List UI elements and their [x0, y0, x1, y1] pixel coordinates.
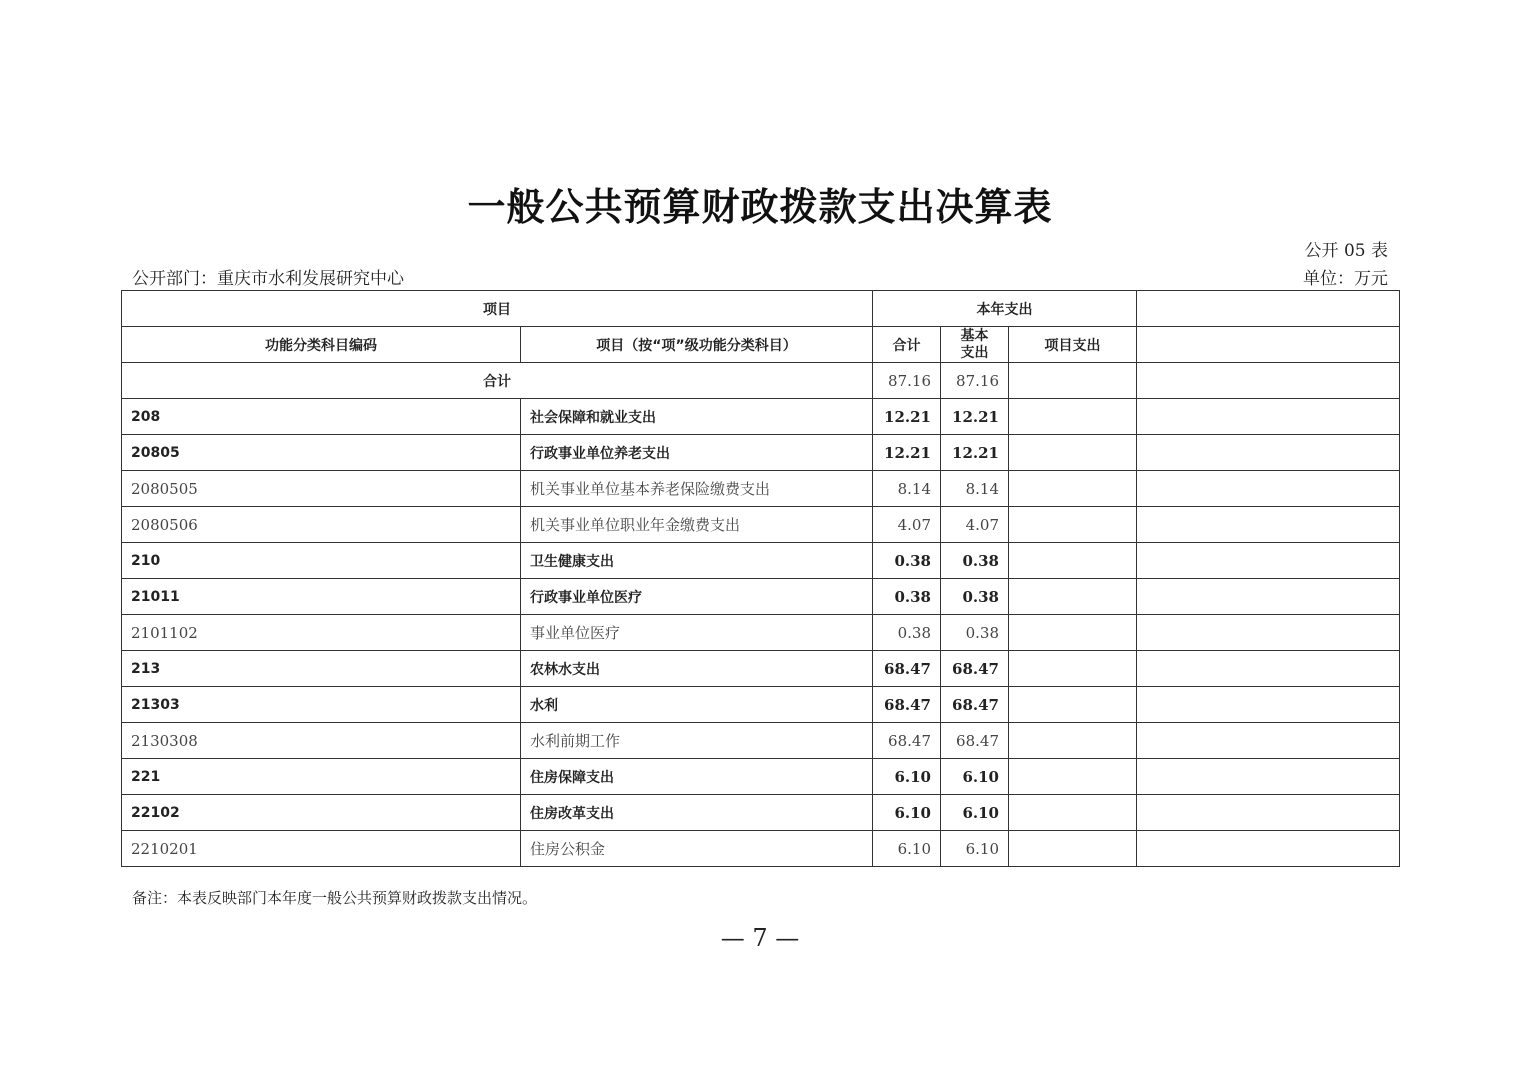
total-label: 合计: [122, 363, 873, 399]
table-row: [122, 615, 1400, 651]
row-basic: 12.21: [941, 399, 1009, 435]
row-basic: 0.38: [941, 579, 1009, 615]
row-name: 机关事业单位基本养老保险缴费支出: [521, 471, 873, 507]
header-year-expense: 本年支出: [873, 291, 1137, 327]
row-name: 农林水支出: [521, 651, 873, 687]
row-name: 行政事业单位养老支出: [521, 435, 873, 471]
row-name: 住房改革支出: [521, 795, 873, 831]
row-code: 210: [122, 543, 521, 579]
row-code: 2210201: [122, 831, 521, 867]
row-code: 2080505: [122, 471, 521, 507]
row-code: 22102: [122, 795, 521, 831]
total-row: [122, 363, 1400, 399]
table-row: [122, 435, 1400, 471]
department-label: 公开部门：重庆市水利发展研究中心: [132, 269, 404, 289]
row-total: 8.14: [873, 471, 941, 507]
row-name: 水利前期工作: [521, 723, 873, 759]
row-total: 0.38: [873, 543, 941, 579]
row-name: 水利: [521, 687, 873, 723]
row-name: 机关事业单位职业年金缴费支出: [521, 507, 873, 543]
row-code: 2101102: [122, 615, 521, 651]
row-total: 6.10: [873, 831, 941, 867]
row-name: 事业单位医疗: [521, 615, 873, 651]
table-row: [122, 399, 1400, 435]
page-number: — 7 —: [720, 924, 800, 952]
header-row-1: [122, 291, 1400, 327]
row-blank: [1137, 795, 1400, 831]
table-row: [122, 759, 1400, 795]
row-basic: 6.10: [941, 831, 1009, 867]
table-row: [122, 831, 1400, 867]
row-total: 12.21: [873, 435, 941, 471]
table-row: [122, 507, 1400, 543]
row-project: [1009, 651, 1137, 687]
header-total: 合计: [873, 327, 941, 363]
row-project: [1009, 831, 1137, 867]
row-blank: [1137, 723, 1400, 759]
header-code: 功能分类科目编码: [122, 327, 521, 363]
row-code: 221: [122, 759, 521, 795]
row-total: 0.38: [873, 579, 941, 615]
row-name: 住房公积金: [521, 831, 873, 867]
form-number: 公开 05 表: [1304, 241, 1388, 261]
page-title: 一般公共预算财政拨款支出决算表: [467, 184, 1053, 229]
row-project: [1009, 615, 1137, 651]
row-basic: 68.47: [941, 651, 1009, 687]
row-blank: [1137, 759, 1400, 795]
row-total: 12.21: [873, 399, 941, 435]
footnote: 备注：本表反映部门本年度一般公共预算财政拨款支出情况。: [132, 889, 538, 907]
row-project: [1009, 579, 1137, 615]
row-code: 208: [122, 399, 521, 435]
row-project: [1009, 507, 1137, 543]
row-total: 68.47: [873, 651, 941, 687]
row-code: 20805: [122, 435, 521, 471]
row-project: [1009, 435, 1137, 471]
total-project: [1009, 363, 1137, 399]
header-item: 项目: [122, 291, 873, 327]
table-row: [122, 795, 1400, 831]
table-row: [122, 579, 1400, 615]
row-code: 21011: [122, 579, 521, 615]
row-total: 6.10: [873, 759, 941, 795]
row-blank: [1137, 507, 1400, 543]
header-name: 项目（按“项”级功能分类科目）: [521, 327, 873, 363]
row-blank: [1137, 687, 1400, 723]
row-blank: [1137, 615, 1400, 651]
header-row-2: [122, 327, 1400, 363]
row-basic: 4.07: [941, 507, 1009, 543]
row-total: 68.47: [873, 687, 941, 723]
row-name: 社会保障和就业支出: [521, 399, 873, 435]
row-name: 行政事业单位医疗: [521, 579, 873, 615]
row-project: [1009, 399, 1137, 435]
row-name: 住房保障支出: [521, 759, 873, 795]
header-project: 项目支出: [1009, 327, 1137, 363]
row-basic: 0.38: [941, 615, 1009, 651]
row-blank: [1137, 399, 1400, 435]
row-project: [1009, 543, 1137, 579]
header-blank: [1137, 291, 1400, 327]
header-blank: [1137, 327, 1400, 363]
total-total: 87.16: [873, 363, 941, 399]
row-code: 213: [122, 651, 521, 687]
row-blank: [1137, 651, 1400, 687]
row-blank: [1137, 435, 1400, 471]
header-basic: 基本支出: [941, 327, 1009, 363]
table-row: [122, 687, 1400, 723]
table-row: [122, 651, 1400, 687]
row-blank: [1137, 471, 1400, 507]
row-total: 68.47: [873, 723, 941, 759]
row-blank: [1137, 831, 1400, 867]
row-code: 2080506: [122, 507, 521, 543]
row-basic: 6.10: [941, 795, 1009, 831]
row-basic: 68.47: [941, 723, 1009, 759]
row-project: [1009, 759, 1137, 795]
row-blank: [1137, 579, 1400, 615]
row-name: 卫生健康支出: [521, 543, 873, 579]
row-project: [1009, 795, 1137, 831]
row-basic: 8.14: [941, 471, 1009, 507]
row-total: 4.07: [873, 507, 941, 543]
row-blank: [1137, 543, 1400, 579]
row-project: [1009, 687, 1137, 723]
row-basic: 68.47: [941, 687, 1009, 723]
total-blank: [1137, 363, 1400, 399]
total-basic: 87.16: [941, 363, 1009, 399]
row-code: 21303: [122, 687, 521, 723]
row-code: 2130308: [122, 723, 521, 759]
row-total: 0.38: [873, 615, 941, 651]
row-basic: 6.10: [941, 759, 1009, 795]
row-basic: 12.21: [941, 435, 1009, 471]
row-basic: 0.38: [941, 543, 1009, 579]
table-row: [122, 543, 1400, 579]
row-total: 6.10: [873, 795, 941, 831]
expenditure-table: [121, 290, 1400, 867]
table-row: [122, 723, 1400, 759]
unit-label: 单位：万元: [1303, 269, 1388, 289]
table-row: [122, 471, 1400, 507]
row-project: [1009, 471, 1137, 507]
row-project: [1009, 723, 1137, 759]
